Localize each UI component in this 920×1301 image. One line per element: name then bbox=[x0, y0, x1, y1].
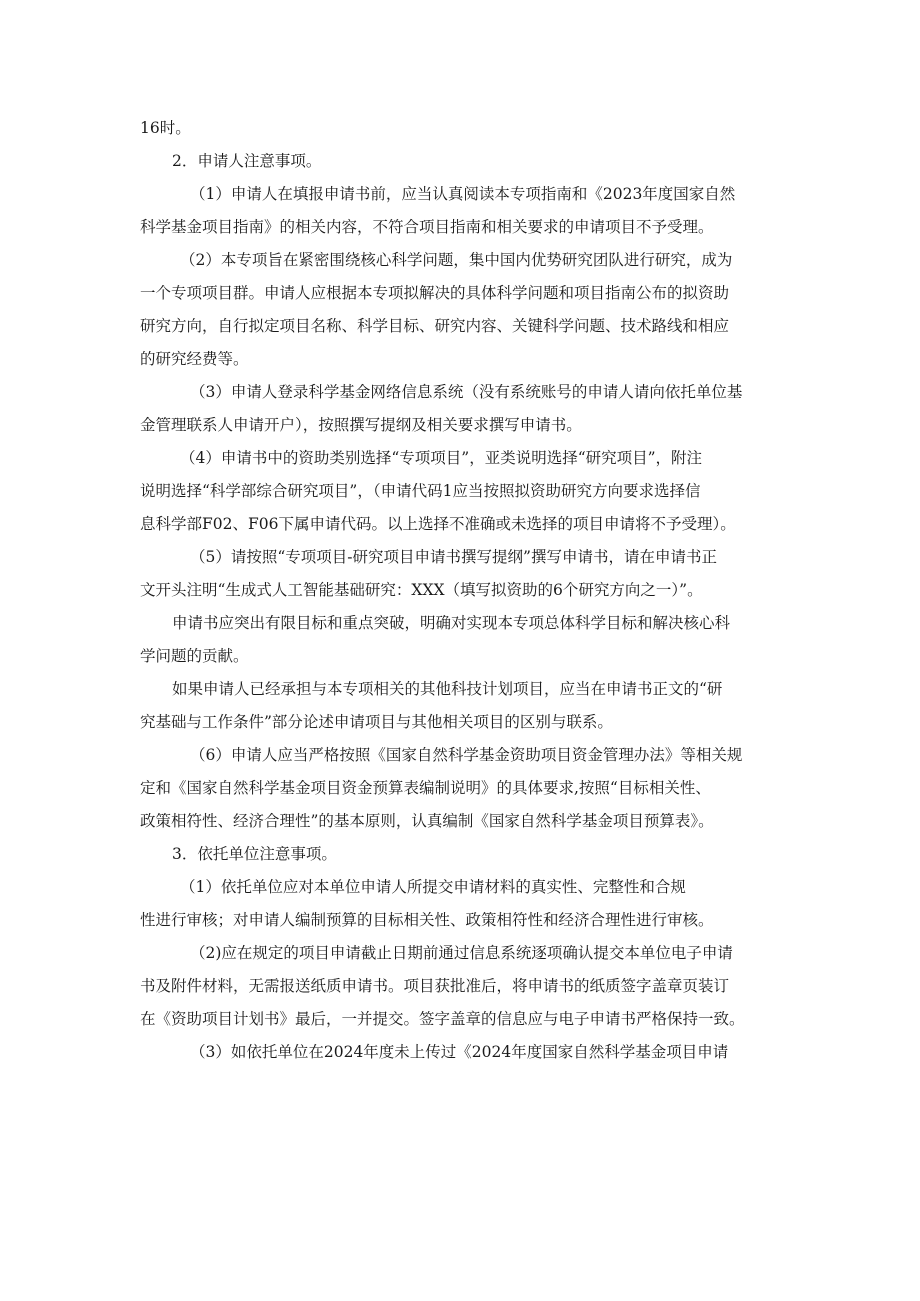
text-line: 说明选择“科学部综合研究项目”，（申请代码1应当按照拟资助研究方向要求选择信 bbox=[140, 482, 701, 500]
text-line: （5）请按照“专项项目-研究项目申请书撰写提纲”撰写申请书，请在申请书正 bbox=[190, 548, 717, 566]
text-line: （2)应在规定的项目申请截止日期前通过信息系统逐项确认提交本单位电子申请 bbox=[190, 944, 733, 962]
text-line: （6）申请人应当严格按照《国家自然科学基金资助项目资金管理办法》等相关规 bbox=[190, 746, 743, 764]
text-line: 科学基金项目指南》的相关内容，不符合项目指南和相关要求的申请项目不予受理。 bbox=[140, 218, 714, 236]
text-line: 在《资助项目计划书》最后，一并提交。签字盖章的信息应与电子申请书严格保持一致。 bbox=[140, 1010, 745, 1028]
text-line: 研究方向，自行拟定项目名称、科学目标、研究内容、关键科学问题、技术路线和相应 bbox=[140, 317, 730, 335]
text-line: 金管理联系人申请开户），按照撰写提纲及相关要求撰写申请书。 bbox=[140, 416, 582, 434]
text-line: 文开头注明“生成式人工智能基础研究：XXX（填写拟资助的6个研究方向之一）”。 bbox=[140, 581, 703, 599]
text-line: 息科学部F02、F06下属申请代码。以上选择不准确或未选择的项目申请将不予受理）。 bbox=[140, 515, 736, 533]
text-line: （4）申请书中的资助类别选择“专项项目”，亚类说明选择“研究项目”，附注 bbox=[180, 449, 703, 467]
text-line: 定和《国家自然科学基金项目资金预算表编制说明》的具体要求,按照“目标相关性、 bbox=[140, 779, 711, 797]
text-line: 的研究经费等。 bbox=[140, 350, 249, 368]
text-line: （1）依托单位应对本单位申请人所提交申请材料的真实性、完整性和合规 bbox=[180, 878, 686, 896]
text-line: 政策相符性、经济合理性”的基本原则，认真编制《国家自然科学基金项目预算表》。 bbox=[140, 812, 714, 830]
text-line: 16时。 bbox=[140, 119, 191, 137]
text-line: 性进行审核；对申请人编制预算的目标相关性、政策相符性和经济合理性进行审核。 bbox=[140, 911, 714, 929]
text-line: 3．依托单位注意事项。 bbox=[172, 845, 337, 863]
text-line: 究基础与工作条件”部分论述申请项目与其他相关项目的区别与联系。 bbox=[140, 713, 613, 731]
text-line: 申请书应突出有限目标和重点突破，明确对实现本专项总体科学目标和解决核心科 bbox=[172, 614, 731, 632]
text-line: 2．申请人注意事项。 bbox=[172, 152, 322, 170]
text-line: 如果申请人已经承担与本专项相关的其他科技计划项目，应当在申请书正文的“研 bbox=[172, 680, 723, 698]
text-line: （2）本专项旨在紧密围绕核心科学问题，集中国内优势研究团队进行研究，成为 bbox=[180, 251, 733, 269]
text-line: 学问题的贡献。 bbox=[140, 647, 249, 665]
text-line: （3）如依托单位在2024年度未上传过《2024年度国家自然科学基金项目申请 bbox=[190, 1043, 729, 1061]
document-body bbox=[140, 112, 790, 1069]
text-line: （3）申请人登录科学基金网络信息系统（没有系统账号的申请人请向依托单位基 bbox=[190, 383, 743, 401]
text-line: 书及附件材料，无需报送纸质申请书。项目获批准后，将申请书的纸质签字盖章页装订 bbox=[140, 977, 730, 995]
text-line: （1）申请人在填报申请书前，应当认真阅读本专项指南和《2023年度国家自然 bbox=[190, 185, 736, 203]
text-line: 一个专项项目群。申请人应根据本专项拟解决的具体科学问题和项目指南公布的拟资助 bbox=[140, 284, 730, 302]
